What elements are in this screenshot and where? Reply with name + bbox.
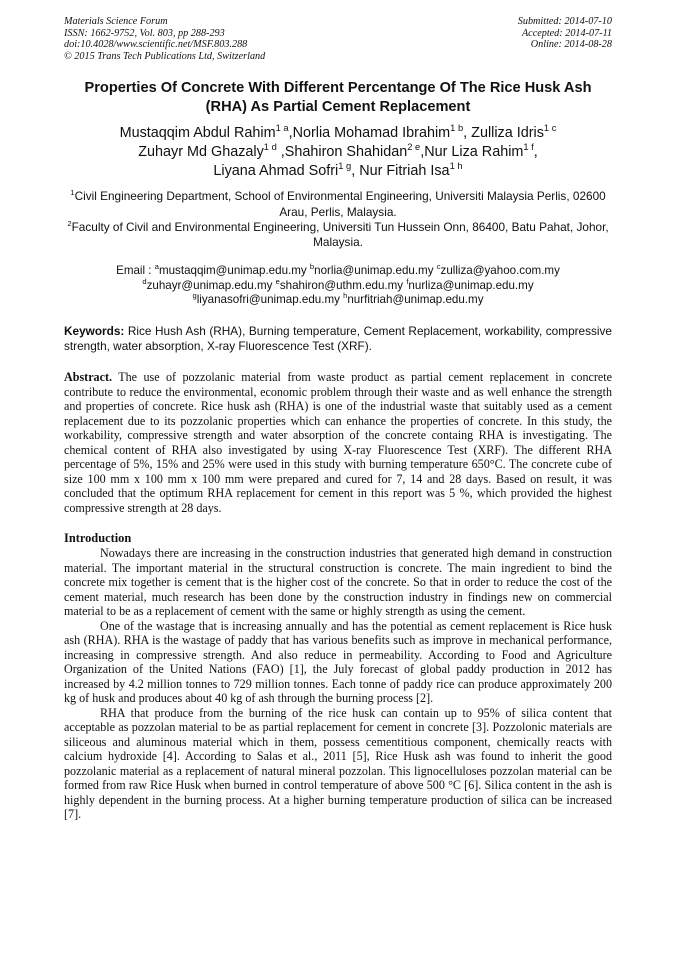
- journal-header: [64, 16, 612, 62]
- abstract-label: Abstract.: [64, 370, 113, 385]
- journal-doi[interactable]: doi:10.4028/www.scientific.net/MSF.803.288: [64, 39, 248, 51]
- email-link[interactable]: nurfitriah@unimap.edu.my: [347, 293, 484, 307]
- abstract: [64, 370, 612, 515]
- online-date: Online: 2014-08-28: [530, 39, 612, 51]
- email-list: [64, 261, 612, 308]
- accepted-date: Accepted: 2014-07-11: [521, 27, 612, 39]
- affiliation-2: [64, 220, 612, 251]
- paper-title: Properties Of Concrete With Different Percentange Of The Rice Husk Ash (RHA) As Partial Cement Replacement: [84, 80, 592, 116]
- journal-copyright: © 2015 Trans Tech Publications Ltd, Switzerland: [64, 50, 266, 62]
- author-name: Liyana Ahmad Sofri: [213, 162, 339, 179]
- author-mark: 1 f: [523, 142, 534, 153]
- email-link[interactable]: liyanasofri@unimap.edu.my: [196, 293, 344, 307]
- author-name: ,Norlia Mohamad Ibrahim: [288, 125, 451, 142]
- author-name: Zuhayr Md Ghazaly: [138, 143, 264, 160]
- email-link[interactable]: shahiron@uthm.edu.my: [279, 278, 407, 292]
- author-name: , Zulliza Idris: [463, 125, 544, 142]
- email-label: Email :: [116, 263, 155, 277]
- email-mark: f: [406, 276, 409, 286]
- email-mark: h: [343, 291, 348, 301]
- author-line-2: [64, 143, 612, 162]
- author-list: [64, 124, 612, 180]
- email-link[interactable]: zuhayr@unimap.edu.my: [146, 278, 276, 292]
- keywords: [64, 324, 612, 353]
- affiliations: [64, 189, 612, 251]
- email-mark: c: [436, 261, 441, 271]
- intro-paragraph-2: One of the wastage that is increasing annually and has the potential as cement replacement is Rice husk ash (RHA). RHA is the wastage of paddy that has various benefits such as improve in mechanical performance, increasing in compressive strength. And also reduce in permeability. According to Food and Agriculture Organization of the United Nations (FAO) [1], the July forecast of global paddy production in 2012 has increased by 4.2 million tonnes to 729 million tonnes. Each tonne of paddy rice can produce approximately 200 kg of husk and produces about 40 kg of ash through the burning process [2].: [64, 618, 612, 706]
- email-line-2: [64, 276, 612, 294]
- author-mark: 1 g: [338, 160, 352, 171]
- email-link[interactable]: norlia@unimap.edu.my: [314, 263, 437, 277]
- abstract-text: The use of pozzolanic material from waste product as partial cement replacement in concrete contribute to reduce the environmental, economic problem through their waste and as well enhance the strength and properties of concrete. Rice husk ash (RHA) is one of the industrial waste that suitably used as a cement replacement due to its pozzolanic properties which can enhance the properties of concrete. In this study, the workability, compressive strength and water absorption of the concrete containg RHA is investigating. The chemical content of RHA also investigated by using X-ray Fluorescence Test (XRF). The different RHA percentage of 5%, 15% and 25% were used in this study with burning temperature 650°C. The concrete cube of size 100 mm x 100 mm x 100 mm were prepared and cured for 7, 14 and 28 days. Based on result, it was concluded that the optimum RHA replacement for cement in this report was 5 %, which provided the highest compressive strength at 28 days.: [64, 370, 612, 515]
- author-line-1: [64, 124, 612, 143]
- affiliation-mark: 2: [67, 219, 72, 229]
- email-mark: d: [142, 276, 147, 286]
- submission-dates: [518, 16, 612, 62]
- submitted-date: Submitted: 2014-07-10: [517, 16, 612, 27]
- author-name: ,Shahiron Shahidan: [276, 143, 408, 160]
- intro-paragraph-1: Nowadays there are increasing in the construction industries that generated high demand in construction material. The important material in the structural construction is concrete. The main ingredient to bind the concrete mix together is cement that is the higher cost of the concrete. So that in order to reduce the cost of the cement material, much research has been done by the construction industry in findings new on commercial material to be as a replacement of cement with the same or highly strength as using the cement.: [64, 546, 612, 619]
- author-name: ,Nur Liza Rahim: [420, 143, 524, 160]
- author-name: , Nur Fitriah Isa: [351, 162, 450, 179]
- section-heading-introduction: Introduction: [64, 531, 132, 546]
- author-mark: 1 c: [543, 123, 557, 134]
- author-name: Mustaqqim Abdul Rahim: [119, 125, 276, 142]
- author-line-3: [64, 162, 612, 181]
- author-mark: 2 e: [407, 142, 421, 153]
- email-link[interactable]: mustaqqim@unimap.edu.my: [158, 263, 310, 277]
- email-mark: g: [192, 291, 197, 301]
- journal-issn: ISSN: 1662-9752, Vol. 803, pp 288-293: [64, 27, 225, 39]
- email-link[interactable]: zulliza@yahoo.com.my: [440, 263, 560, 277]
- journal-name: Materials Science Forum: [64, 16, 168, 27]
- affiliation-text: Faculty of Civil and Environmental Engineering, Universiti Tun Hussein Onn, 86400, Batu Pahat, Johor, Malaysia.: [71, 219, 609, 250]
- keywords-text: Rice Hush Ash (RHA), Burning temperature, Cement Replacement, workability, compressive strength, water absorption, X-ray Fluorescence Test (XRF).: [64, 324, 612, 353]
- email-link[interactable]: nurliza@unimap.edu.my: [408, 278, 534, 292]
- author-mark: 1 b: [450, 123, 464, 134]
- author-separator: ,: [533, 143, 538, 160]
- author-mark: 1 d: [263, 142, 277, 153]
- email-mark: e: [275, 276, 280, 286]
- email-mark: a: [154, 261, 159, 271]
- journal-info: [64, 16, 265, 62]
- author-mark: 1 h: [449, 160, 463, 171]
- affiliation-mark: 1: [70, 188, 75, 198]
- keywords-label: Keywords:: [64, 324, 125, 339]
- email-mark: b: [309, 261, 315, 271]
- email-line-3: [64, 293, 612, 308]
- intro-paragraph-3: RHA that produce from the burning of the rice husk can contain up to 95% of silica content that acceptable as pozzolan material to be as partial replacement for cement in concrete [3]. Pozzolonic materials are siliceous and aluminous material which in them, possess cementitious component, chemically reacts with calcium hydroxide [4]. According to Salas et al., 2011 [5], Rice Husk ash was found to inherit the good pozzolanic material as a replacement of natural mineral pozzolan. This lignocelluloses pozzolan material can be formed from raw Rice Husk when burned in control temperature of above 500 °C [6]. Silica content in the ash is highly dependent in the burning process. At a higher burning temperature production of silica can be increased [7].: [64, 705, 612, 822]
- affiliation-text: Civil Engineering Department, School of Environmental Engineering, Universiti Malaysia Perlis, 02600 Arau, Perlis, Malaysia.: [74, 189, 606, 219]
- author-mark: 1 a: [275, 123, 289, 134]
- affiliation-1: [64, 189, 612, 220]
